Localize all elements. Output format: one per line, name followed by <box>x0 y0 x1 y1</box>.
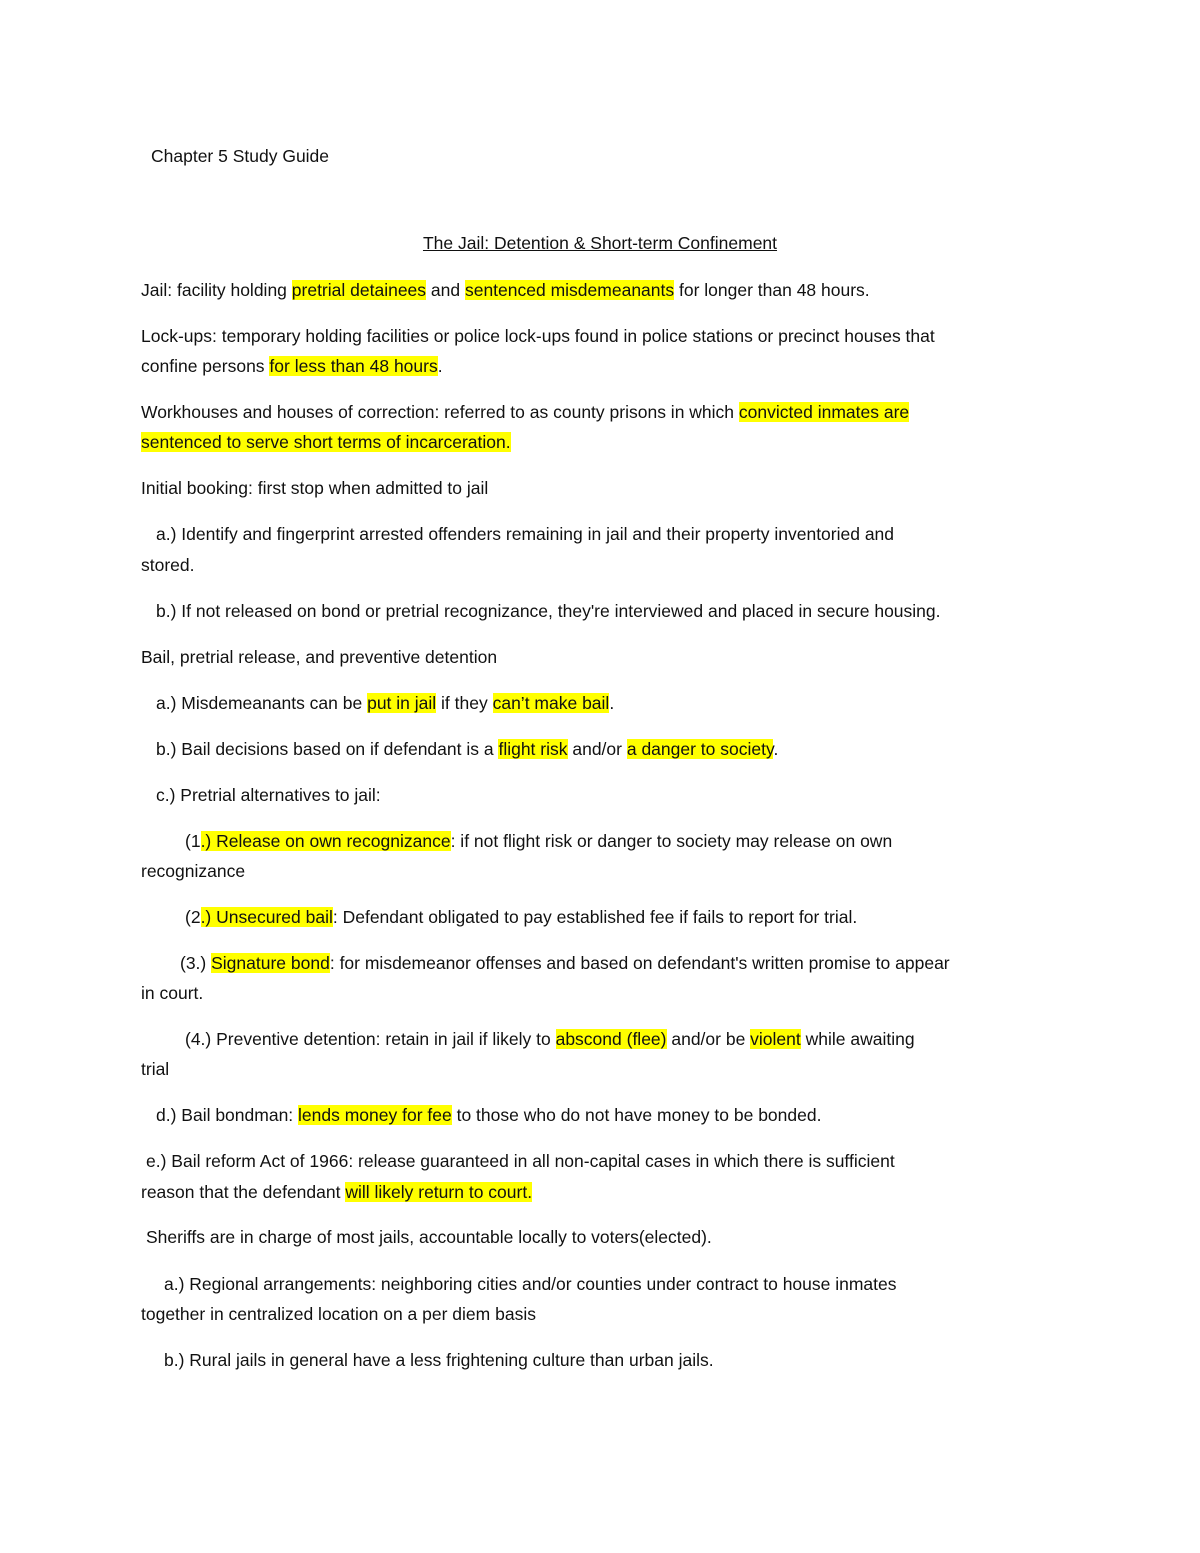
text: a.) Misdemeanants can be <box>156 693 368 713</box>
sheriffs-item-b: b.) Rural jails in general have a less frightening culture than urban jails. <box>164 1350 714 1370</box>
text: d.) Bail bondman: <box>156 1105 299 1125</box>
sheriffs-item-a-line1: a.) Regional arrangements: neighboring cities and/or counties under contract to house inmates <box>164 1274 897 1294</box>
highlight: put in jail <box>367 693 437 713</box>
highlight: for less than 48 hours <box>269 356 438 376</box>
text: confine persons <box>141 356 270 376</box>
text: . <box>773 739 779 759</box>
alternative-4-line2: trial <box>141 1059 170 1079</box>
text: Jail: facility holding <box>141 280 292 300</box>
alternative-2 <box>185 902 1115 932</box>
highlight: .) Release on own recognizance <box>200 831 451 851</box>
highlight: sentenced to serve short terms of incarceration. <box>141 432 511 452</box>
text: and/or <box>567 739 627 759</box>
text: : Defendant obligated to pay established fee if fails to report for trial. <box>332 907 858 927</box>
workhouses-definition-line1 <box>141 397 1071 427</box>
text: : if not flight risk or danger to society may release on own <box>450 831 893 851</box>
text: (4.) Preventive detention: retain in jail if likely to <box>185 1029 556 1049</box>
sheriffs-title: Sheriffs are in charge of most jails, accountable locally to voters(elected). <box>146 1227 712 1247</box>
sheriffs-item-a-line2: together in centralized location on a per diem basis <box>141 1304 536 1324</box>
bail-item-a <box>156 688 1086 718</box>
highlight: .) Unsecured bail <box>200 907 333 927</box>
highlight: will likely return to court. <box>345 1182 533 1202</box>
highlight: flight risk <box>498 739 568 759</box>
booking-item-a-line1: a.) Identify and fingerprint arrested offenders remaining in jail and their property inventoried and <box>156 524 895 544</box>
bail-item-d <box>156 1100 1086 1130</box>
bail-item-e-line1: e.) Bail reform Act of 1966: release guaranteed in all non-capital cases in which there is sufficient <box>146 1151 895 1171</box>
section-heading: The Jail: Detention & Short-term Confinement <box>422 233 778 253</box>
highlight: pretrial detainees <box>291 280 427 300</box>
highlight: abscond (flee) <box>555 1029 667 1049</box>
highlight: violent <box>750 1029 801 1049</box>
text: reason that the defendant <box>141 1182 346 1202</box>
text: (1 <box>185 831 201 851</box>
alternative-3-line1 <box>180 948 1110 978</box>
highlight: a danger to society <box>626 739 774 759</box>
bail-item-c: c.) Pretrial alternatives to jail: <box>156 785 381 805</box>
text: (3.) <box>180 953 212 973</box>
text: and <box>426 280 465 300</box>
booking-title: Initial booking: first stop when admitted to jail <box>141 478 489 498</box>
alternative-3-line2: in court. <box>141 983 204 1003</box>
highlight: Signature bond <box>211 953 330 973</box>
highlight: convicted inmates are <box>738 402 910 422</box>
highlight: can’t make bail <box>492 693 610 713</box>
text: to those who do not have money to be bonded. <box>451 1105 822 1125</box>
text: (2 <box>185 907 201 927</box>
lockups-definition-line1: Lock-ups: temporary holding facilities or police lock-ups found in police stations or precinct houses that <box>141 326 935 346</box>
booking-item-b: b.) If not released on bond or pretrial recognizance, they're interviewed and placed in secure housing. <box>156 601 941 621</box>
alternative-4-line1 <box>185 1024 1115 1054</box>
text: and/or be <box>666 1029 751 1049</box>
text: for longer than 48 hours. <box>674 280 870 300</box>
booking-item-a-line2: stored. <box>141 555 195 575</box>
bail-item-e-line2 <box>141 1177 1071 1207</box>
text: : for misdemeanor offenses and based on defendant's written promise to appear <box>329 953 950 973</box>
alternative-1-line1 <box>185 826 1115 856</box>
highlight: lends money for fee <box>298 1105 452 1125</box>
document-title: Chapter 5 Study Guide <box>151 146 330 166</box>
text: Workhouses and houses of correction: referred to as county prisons in which <box>141 402 739 422</box>
jail-definition <box>141 275 1071 305</box>
text: . <box>437 356 443 376</box>
text: . <box>609 693 615 713</box>
bail-item-b <box>156 734 1086 764</box>
text: b.) Bail decisions based on if defendant is a <box>156 739 499 759</box>
lockups-definition-line2 <box>141 351 1071 381</box>
bail-title: Bail, pretrial release, and preventive detention <box>141 647 498 667</box>
highlight: sentenced misdemeanants <box>464 280 675 300</box>
workhouses-definition-line2 <box>141 427 1071 457</box>
text: while awaiting <box>800 1029 915 1049</box>
text: if they <box>436 693 493 713</box>
alternative-1-line2: recognizance <box>141 861 246 881</box>
